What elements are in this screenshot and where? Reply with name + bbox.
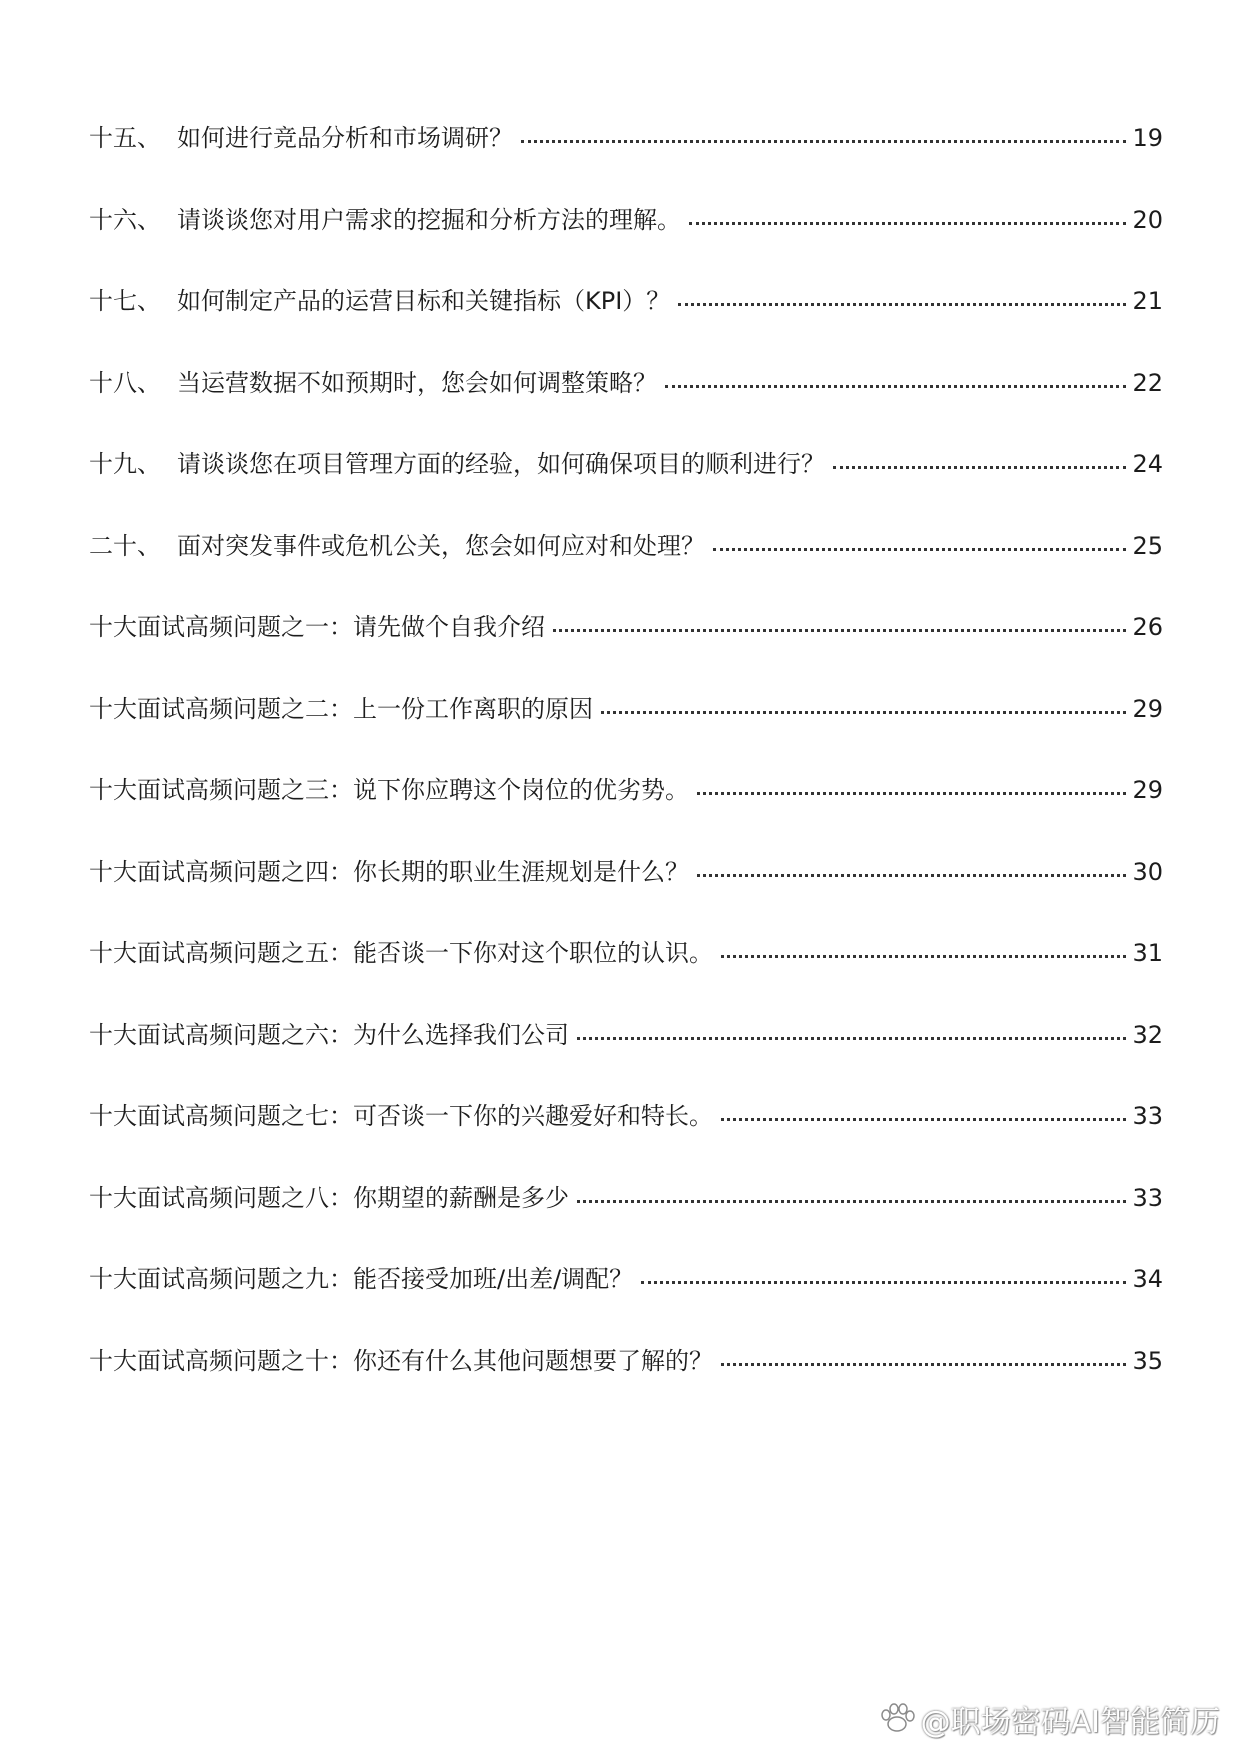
toc-entry-page-number: 29 bbox=[1132, 694, 1163, 723]
toc-entry-title: 请谈谈您对用户需求的挖掘和分析方法的理解。 bbox=[177, 205, 681, 234]
toc-entry-title: 十大面试高频问题之五：能否谈一下你对这个职位的认识。 bbox=[89, 939, 713, 967]
toc-entry-number: 二十、 bbox=[89, 531, 161, 560]
toc-entry[interactable] bbox=[89, 367, 1163, 449]
dot-leader bbox=[577, 1200, 1126, 1203]
toc-entry[interactable] bbox=[89, 1263, 1163, 1345]
dot-leader bbox=[713, 548, 1126, 551]
dot-leader bbox=[721, 1363, 1126, 1366]
toc-entry[interactable] bbox=[89, 448, 1163, 530]
toc-entry-page-number: 22 bbox=[1132, 368, 1163, 397]
dot-leader bbox=[641, 1281, 1126, 1284]
toc-entry-title: 十大面试高频问题之七：可否谈一下你的兴趣爱好和特长。 bbox=[89, 1102, 713, 1130]
toc-entry-title: 面对突发事件或危机公关，您会如何应对和处理？ bbox=[177, 531, 705, 560]
toc-entry-number: 十九、 bbox=[89, 450, 161, 478]
dot-leader bbox=[601, 711, 1126, 714]
dot-leader bbox=[678, 303, 1126, 306]
toc-entry-title: 十大面试高频问题之一：请先做个自我介绍 bbox=[89, 613, 545, 641]
toc-entry-number: 十八、 bbox=[89, 368, 161, 397]
toc-entry-page-number: 25 bbox=[1132, 531, 1163, 560]
toc-entry[interactable] bbox=[89, 1019, 1163, 1101]
toc-entry-title: 十大面试高频问题之九：能否接受加班/出差/调配？ bbox=[89, 1265, 634, 1293]
toc-entry-page-number: 24 bbox=[1132, 450, 1163, 478]
toc-entry[interactable] bbox=[89, 1100, 1163, 1182]
toc-entry-page-number: 26 bbox=[1132, 613, 1163, 641]
toc-entry-page-number: 33 bbox=[1132, 1183, 1163, 1212]
toc-entry-title: 如何进行竞品分析和市场调研？ bbox=[177, 124, 513, 152]
toc-entry-page-number: 34 bbox=[1132, 1265, 1163, 1293]
toc-entry[interactable] bbox=[89, 693, 1163, 775]
toc-entry[interactable] bbox=[89, 611, 1163, 693]
dot-leader bbox=[833, 466, 1126, 469]
toc-entry[interactable] bbox=[89, 1182, 1163, 1264]
watermark bbox=[877, 1697, 1220, 1741]
toc-entry-title: 十大面试高频问题之三：说下你应聘这个岗位的优劣势。 bbox=[89, 776, 689, 804]
toc-entry-title: 十大面试高频问题之四：你长期的职业生涯规划是什么？ bbox=[89, 857, 689, 886]
toc-entry-number: 十五、 bbox=[89, 124, 161, 152]
toc-entry-page-number: 19 bbox=[1132, 124, 1163, 152]
toc-entry-number: 十六、 bbox=[89, 205, 161, 234]
toc-entry[interactable] bbox=[89, 856, 1163, 938]
dot-leader bbox=[521, 140, 1126, 143]
toc-entry-page-number: 30 bbox=[1132, 857, 1163, 886]
toc-entry-page-number: 35 bbox=[1132, 1346, 1163, 1375]
toc-entry-title: 如何制定产品的运营目标和关键指标（KPI）？ bbox=[177, 287, 671, 315]
paw-logo-icon bbox=[877, 1702, 917, 1736]
toc-entry-page-number: 29 bbox=[1132, 776, 1163, 804]
toc-entry-title: 十大面试高频问题之十：你还有什么其他问题想要了解的？ bbox=[89, 1346, 713, 1375]
toc-entry-title: 请谈谈您在项目管理方面的经验，如何确保项目的顺利进行？ bbox=[177, 450, 825, 478]
toc-entry-title: 当运营数据不如预期时，您会如何调整策略？ bbox=[177, 368, 657, 397]
toc-entry-title: 十大面试高频问题之二：上一份工作离职的原因 bbox=[89, 694, 593, 723]
toc-entry[interactable] bbox=[89, 1345, 1163, 1427]
dot-leader bbox=[553, 629, 1126, 632]
toc-entry-number: 十七、 bbox=[89, 287, 161, 315]
toc-entry[interactable] bbox=[89, 122, 1163, 204]
toc-entry[interactable] bbox=[89, 937, 1163, 1019]
toc-entry-page-number: 21 bbox=[1132, 287, 1163, 315]
toc-entry-page-number: 32 bbox=[1132, 1020, 1163, 1049]
toc-entry-page-number: 31 bbox=[1132, 939, 1163, 967]
toc-entry[interactable] bbox=[89, 204, 1163, 286]
dot-leader bbox=[721, 955, 1126, 958]
dot-leader bbox=[697, 792, 1126, 795]
dot-leader bbox=[689, 222, 1126, 225]
dot-leader bbox=[577, 1037, 1126, 1040]
dot-leader bbox=[665, 385, 1126, 388]
dot-leader bbox=[697, 874, 1126, 877]
toc-entry[interactable] bbox=[89, 530, 1163, 612]
toc-entry-title: 十大面试高频问题之八：你期望的薪酬是多少 bbox=[89, 1183, 569, 1212]
toc-entry[interactable] bbox=[89, 774, 1163, 856]
watermark-text: @职场密码AI智能简历 bbox=[920, 1705, 1220, 1740]
toc-entry-title: 十大面试高频问题之六：为什么选择我们公司 bbox=[89, 1020, 569, 1049]
toc-entry-page-number: 33 bbox=[1132, 1102, 1163, 1130]
dot-leader bbox=[721, 1118, 1126, 1121]
toc-entry-page-number: 20 bbox=[1132, 205, 1163, 234]
table-of-contents bbox=[89, 122, 1163, 1426]
toc-entry[interactable] bbox=[89, 285, 1163, 367]
